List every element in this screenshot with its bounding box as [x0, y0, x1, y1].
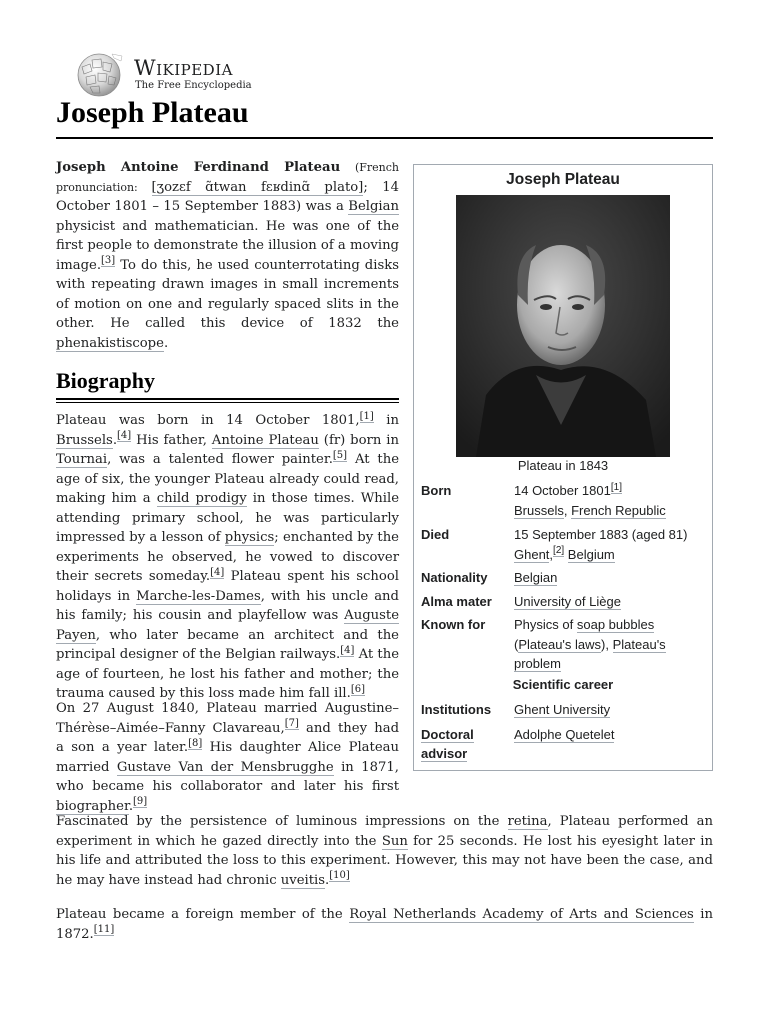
portrait-illustration	[456, 195, 670, 457]
died-label: Died	[421, 527, 450, 542]
lead-name: Joseph Antoine Ferdinand Plateau	[56, 160, 341, 175]
wikipedia-globe-logo	[74, 52, 124, 98]
biography-heading: Biography	[56, 368, 156, 393]
gustave-link[interactable]: Gustave Van der Mensbrugghe	[116, 759, 334, 775]
page-title: Joseph Plateau	[56, 96, 249, 129]
institutions-value	[514, 700, 704, 720]
biography-paragraph-4: Plateau became a foreign member of the Royal Netherlands Academy of Arts and Sciences in 1872.[11]	[56, 907, 713, 942]
institutions-label: Institutions	[421, 702, 492, 717]
biography-paragraph-2: On 27 August 1840, Plateau married Augustine–Thérèse–Aimée–Fanny Clavareau,[7] and they had a son a year later.[8] His daughter Alice Plateau married Gustave Van der Mensbrugghe in 1871, who became his collaborator and later his first biographer.[9]	[56, 701, 400, 814]
adolphe-quetelet-link[interactable]: Adolphe Quetelet	[514, 727, 615, 742]
scientific-career-header: Scientific career	[512, 677, 614, 692]
pronunciation-label: (French pronunciation:	[56, 161, 399, 194]
citation-9[interactable]: [9]	[133, 796, 148, 808]
infobox-citation-1[interactable]: [1]	[610, 481, 622, 493]
doctoral-advisor-value	[514, 725, 704, 745]
sun-link[interactable]: Sun	[381, 833, 408, 849]
wikipedia-header[interactable]	[74, 52, 374, 98]
citation-1[interactable]: [1]	[359, 410, 374, 422]
known-for-value: Physics of soap bubbles (Plateau's laws), Plateau's problem	[514, 617, 666, 671]
retina-link[interactable]: retina	[507, 814, 548, 829]
infobox	[413, 164, 713, 771]
biography-paragraph-3: Fascinated by the persistence of luminous impressions on the retina, Plateau performed an experiment in which he gazed directly into the Sun for 25 seconds. He lost his eyesight later in his life and attributed the loss to this experiment. However, this may not have been the case, and he may have instead had chronic uveitis.[10]	[56, 814, 713, 888]
citation-8[interactable]: [8]	[188, 737, 203, 749]
alma-mater-value	[514, 592, 704, 612]
lead-paragraph: Joseph Antoine Ferdinand Plateau (French pronunciation: [ʒozɛf ɑ̃twan fɛʁdinɑ̃ plato]; 14 October 1801 – 15 September 1883) was a Belgian physicist and mathematician. He was one of the first people to demonstrate the illusion of a moving image.[3] To do this, he used counterrotating disks with repeating drawn images in small increments of motion on one and regularly spaced slits in the other. He called this device of 1832 the phenakistiscope.	[56, 160, 400, 351]
alma-mater-label: Alma mater	[421, 594, 492, 609]
soap-bubbles-link[interactable]: soap bubbles	[576, 617, 655, 632]
died-value: 15 September 1883 (aged 81) Ghent,[2] Belgium	[514, 527, 688, 562]
nationality-value	[514, 568, 704, 588]
ghent-link[interactable]: Ghent	[514, 546, 550, 562]
plateaus-problem-link[interactable]: Plateau's problem	[514, 636, 666, 671]
french-republic-link[interactable]: French Republic	[571, 502, 666, 518]
citation-3[interactable]: [3]	[101, 255, 116, 267]
plateaus-laws-link[interactable]: Plateau's laws	[518, 636, 602, 652]
citation-4[interactable]: [4]	[340, 644, 355, 656]
biographer-link[interactable]: biographer	[56, 798, 129, 814]
uveitis-link[interactable]: uveitis	[280, 872, 326, 888]
ghent-university-link[interactable]: Ghent University	[514, 702, 611, 717]
site-wordmark: Wikipedia	[134, 56, 233, 80]
brussels-infobox-link[interactable]: Brussels	[514, 502, 564, 518]
heading-divider	[56, 398, 399, 400]
auguste-payen-link[interactable]: Auguste Payen	[56, 608, 399, 643]
infobox-citation-2[interactable]: [2]	[553, 545, 565, 557]
biography-paragraph-1: Plateau was born in 14 October 1801,[1] in Brussels.[4] His father, Antoine Plateau (fr) born in Tournai, was a talented flower painter.[5] At the age of six, the younger Plateau already could read, making him a child prodigy in those times. While attending primary school, he was particularly impressed by a lesson of physics; enchanted by the experiments he observed, he vowed to discover their secrets someday.[4] Plateau spent his school holidays in Marche-les-Dames, with his uncle and his family; his cousin and playfellow was Auguste Payen, who later became an architect and the principal designer of the Belgian railways.[4] At the age of fourteen, he lost his father and mother; the trauma caused by this loss made him fall ill.[6]	[56, 410, 400, 701]
infobox-title: Joseph Plateau	[506, 171, 620, 188]
antoine-plateau-link[interactable]: Antoine Plateau	[211, 432, 319, 448]
heading-divider-thin	[56, 402, 399, 403]
tournai-link[interactable]: Tournai	[56, 452, 108, 467]
citation-10[interactable]: [10]	[329, 870, 350, 882]
born-label: Born	[421, 483, 452, 498]
site-tagline: The Free Encyclopedia	[135, 80, 252, 91]
physics-link[interactable]: physics	[224, 530, 275, 545]
marche-les-dames-link[interactable]: Marche-les-Dames	[136, 588, 261, 604]
born-value: 14 October 1801[1] Brussels, French Republic	[514, 481, 666, 518]
known-for-label: Known for	[421, 617, 486, 632]
citation-6[interactable]: [6]	[350, 683, 366, 695]
citation-11[interactable]: [11]	[93, 924, 115, 936]
university-of-liege-link[interactable]: University of Liège	[514, 594, 621, 609]
portrait-image[interactable]	[456, 195, 670, 457]
phenakistiscope-link[interactable]: phenakistiscope	[56, 335, 164, 351]
ipa-link[interactable]: [ʒozɛf ɑ̃twan fɛʁdinɑ̃ plato]	[151, 179, 364, 195]
brussels-link[interactable]: Brussels	[56, 432, 113, 448]
portrait-caption: Plateau in 1843	[517, 458, 609, 473]
academy-link[interactable]: Royal Netherlands Academy of Arts and Sciences	[349, 907, 694, 922]
belgian-link[interactable]: Belgian	[348, 199, 399, 214]
doctoral-advisor-label[interactable]: Doctoral advisor	[421, 727, 474, 761]
citation-5[interactable]: [5]	[332, 449, 348, 461]
belgian-infobox-link[interactable]: Belgian	[514, 570, 558, 585]
child-prodigy-link[interactable]: child prodigy	[156, 491, 247, 506]
citation-4[interactable]: [4]	[117, 430, 132, 442]
citation-4[interactable]: [4]	[210, 566, 225, 578]
citation-7[interactable]: [7]	[284, 718, 299, 730]
belgium-link[interactable]: Belgium	[567, 546, 615, 562]
nationality-label: Nationality	[421, 570, 488, 585]
title-divider	[56, 137, 713, 139]
